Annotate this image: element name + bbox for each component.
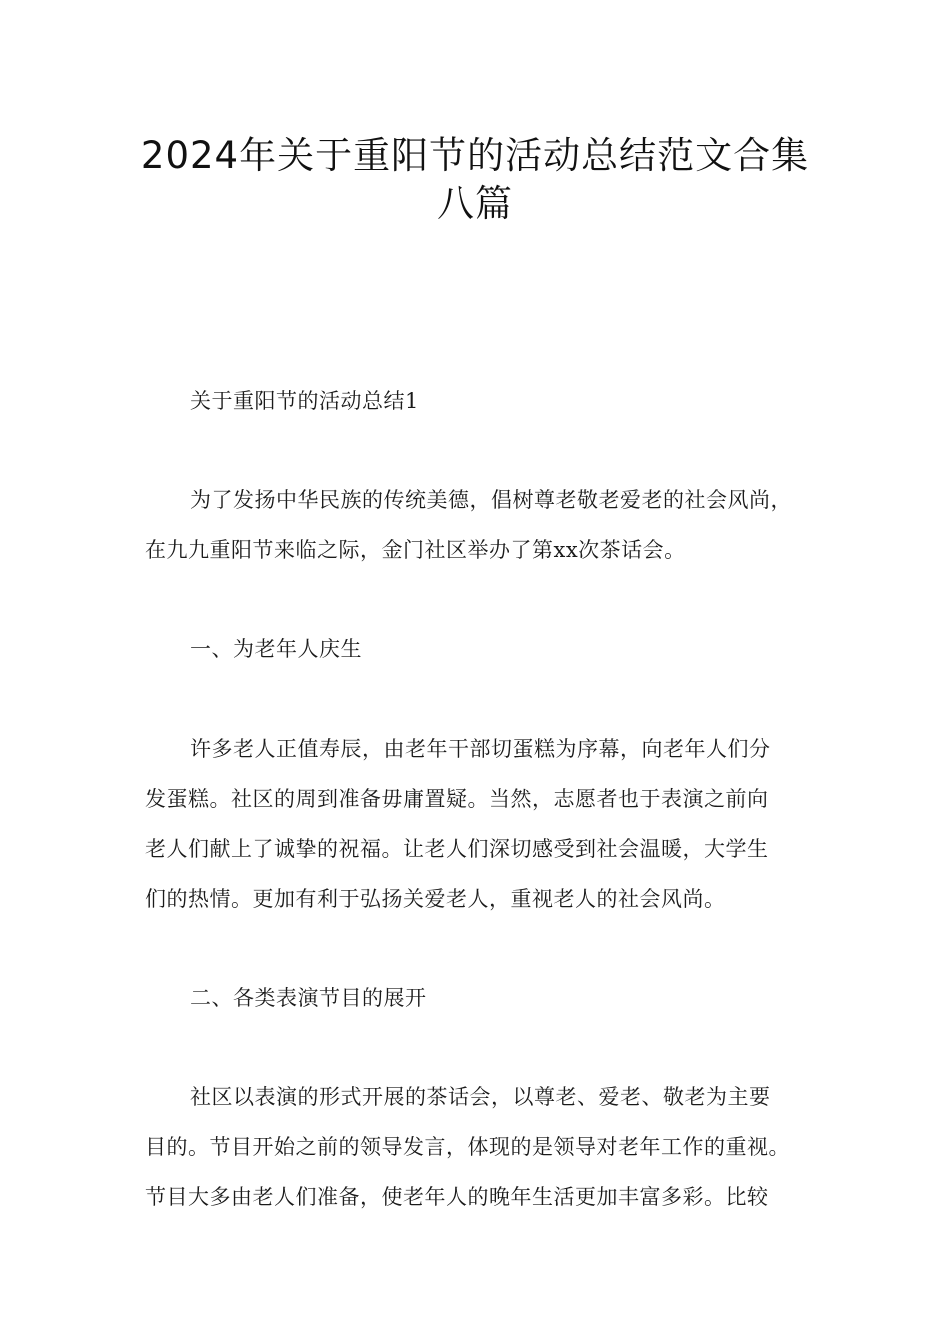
heading-1: 一、为老年人庆生 (190, 637, 362, 661)
heading-2: 二、各类表演节目的展开 (190, 986, 427, 1010)
para2-line-2: 目的。节目开始之前的领导发言，体现的是领导对老年工作的重视。 (145, 1135, 790, 1159)
document-title-line-2: 八篇 (437, 182, 513, 225)
section-heading: 关于重阳节的活动总结1 (190, 389, 419, 413)
para1-line-4: 们的热情。更加有利于弘扬关爱老人，重视老人的社会风尚。 (145, 887, 726, 911)
intro-line-1: 为了发扬中华民族的传统美德，倡树尊老敬老爱老的社会风尚， (190, 488, 792, 512)
intro-line-2: 在九九重阳节来临之际，金门社区举办了第xx次茶话会。 (145, 538, 686, 562)
document-title-line-1: 2024年关于重阳节的活动总结范文合集 (140, 134, 810, 177)
para1-line-1: 许多老人正值寿辰，由老年干部切蛋糕为序幕，向老年人们分 (190, 737, 771, 761)
para2-line-1: 社区以表演的形式开展的茶话会，以尊老、爱老、敬老为主要 (190, 1085, 771, 1109)
para2-line-3: 节目大多由老人们准备，使老年人的晚年生活更加丰富多彩。比较 (145, 1185, 769, 1209)
para1-line-3: 老人们献上了诚挚的祝福。让老人们深切感受到社会温暖，大学生 (145, 837, 769, 861)
para1-line-2: 发蛋糕。社区的周到准备毋庸置疑。当然，志愿者也于表演之前向 (145, 787, 769, 811)
